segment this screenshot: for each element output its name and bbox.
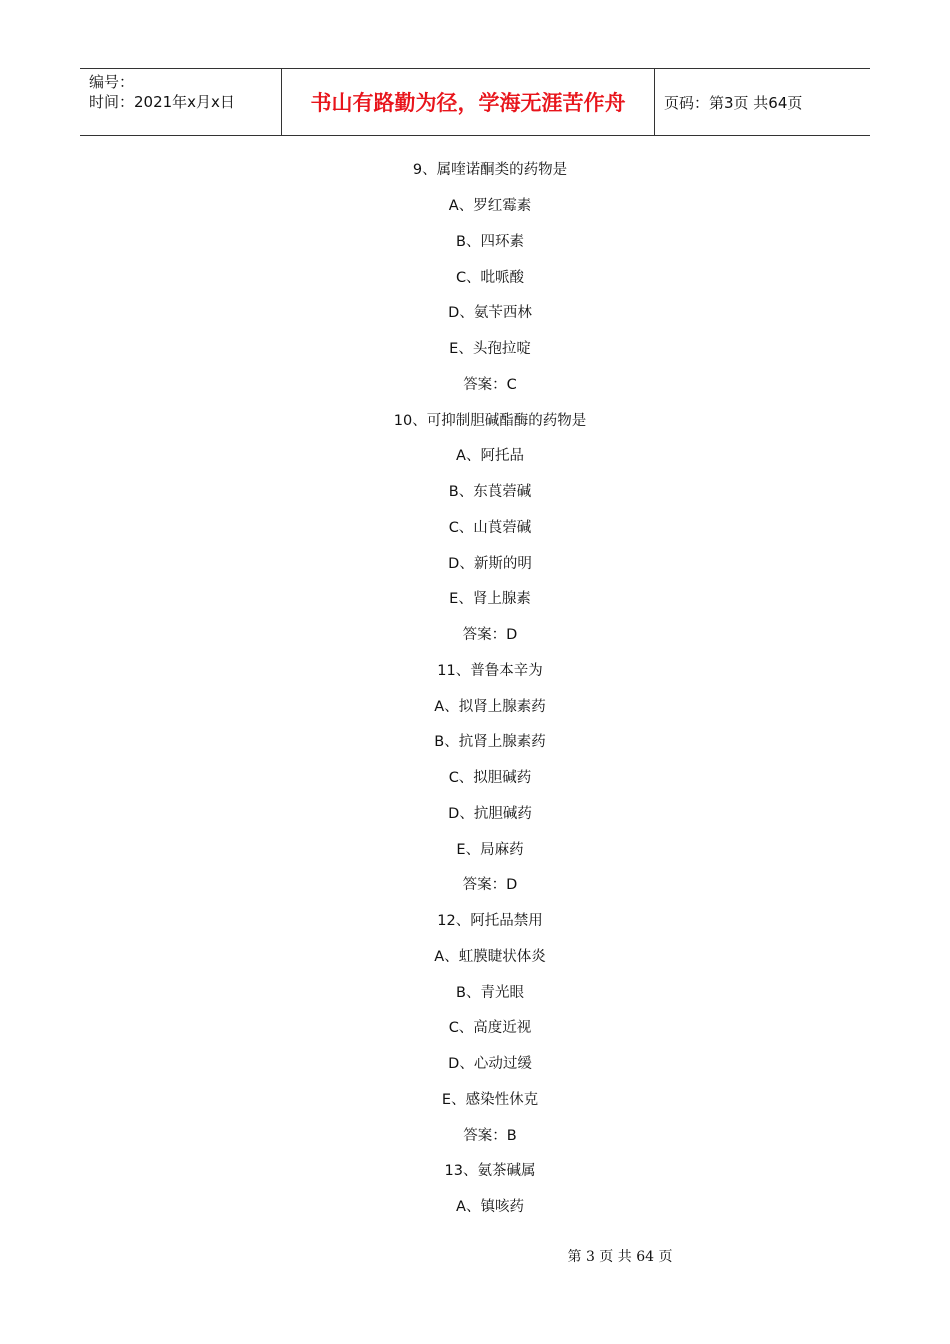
answer-line: 答案：D	[462, 627, 518, 643]
page-header	[80, 68, 870, 136]
option-line: A、阿托品	[456, 448, 524, 464]
option-line: D、新斯的明	[448, 556, 532, 572]
page-footer: 第 3 页 共 64 页	[567, 1249, 673, 1265]
question-line: 12、阿托品禁用	[437, 913, 543, 929]
option-line: E、感染性休克	[441, 1092, 539, 1108]
question-line: 13、氨茶碱属	[444, 1163, 536, 1179]
option-line: C、拟胆碱药	[448, 770, 532, 786]
option-line: D、心动过缓	[448, 1056, 532, 1072]
option-line: A、虹膜睫状体炎	[434, 949, 546, 965]
answer-line: 答案：B	[463, 1128, 517, 1144]
option-line: A、罗红霉素	[448, 198, 532, 214]
option-line: E、头孢拉啶	[449, 341, 531, 357]
option-line: B、抗肾上腺素药	[434, 734, 546, 750]
question-line: 11、普鲁本辛为	[437, 663, 543, 679]
option-line: B、四环素	[456, 234, 524, 250]
header-info	[80, 69, 281, 135]
option-line: C、高度近视	[448, 1020, 532, 1036]
number-label: 编号：	[89, 73, 135, 91]
option-line: A、拟肾上腺素药	[434, 699, 546, 715]
option-line: B、东莨菪碱	[448, 484, 532, 500]
option-line: C、山莨菪碱	[448, 520, 532, 536]
question-line: 9、属喹诺酮类的药物是	[412, 162, 568, 178]
option-line: D、抗胆碱药	[448, 806, 532, 822]
answer-line: 答案：C	[463, 377, 517, 393]
option-line: A、镇咳药	[456, 1199, 524, 1215]
option-line: C、吡哌酸	[455, 270, 525, 286]
motto: 书山有路勤为径，学海无涯苦作舟	[281, 69, 655, 135]
option-line: B、青光眼	[456, 985, 524, 1001]
answer-line: 答案：D	[462, 877, 518, 893]
option-line: D、氨苄西林	[448, 305, 532, 321]
option-line: E、局麻药	[456, 842, 524, 858]
question-line: 10、可抑制胆碱酯酶的药物是	[393, 413, 587, 429]
option-line: E、肾上腺素	[449, 591, 531, 607]
time-label: 时间：2021年x月x日	[89, 93, 235, 111]
header-page-info: 页码：第3页 共64页	[664, 93, 803, 112]
